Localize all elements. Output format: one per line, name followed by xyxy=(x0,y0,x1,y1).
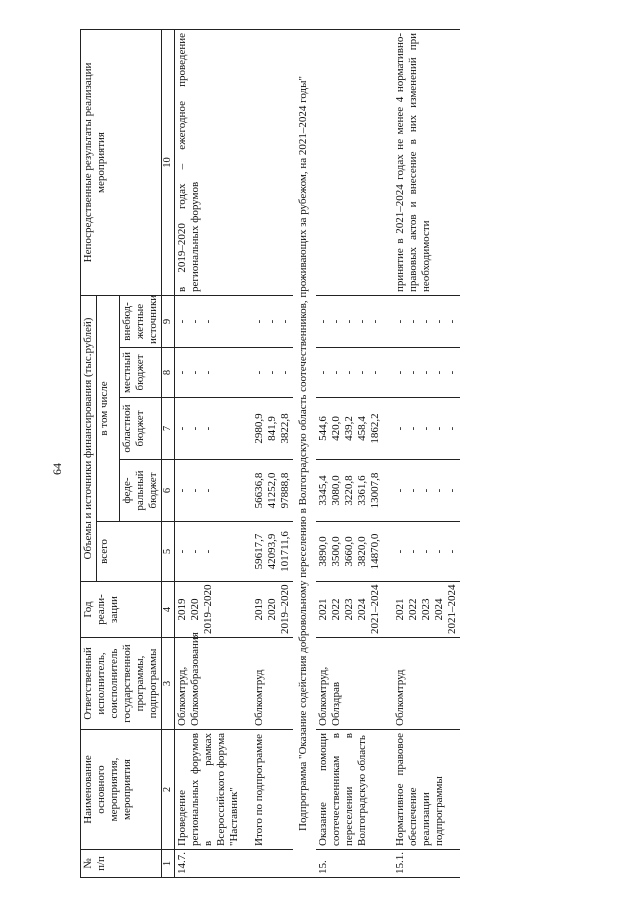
cell-line: - xyxy=(420,370,432,375)
cell-line: - xyxy=(266,319,278,324)
header-results: Непосредственные результаты реализации мероприятия xyxy=(81,29,162,295)
row-responsible: Облкомтруд, Облздрав xyxy=(316,638,383,730)
row-federal xyxy=(252,460,293,522)
cell-line: 2021 xyxy=(317,598,329,621)
cell-line: 2024 xyxy=(433,598,445,621)
cell-line: 3345,4 xyxy=(317,475,329,506)
header-year: Год реали-зации xyxy=(81,582,162,638)
rotated-table-wrapper xyxy=(80,30,460,878)
cell-line: 3080,0 xyxy=(330,475,342,506)
row-name: Нормативное правовое обеспечение реализации подпрограммы xyxy=(393,730,460,850)
row-federal xyxy=(175,460,243,522)
col-number: 3 xyxy=(162,638,175,730)
row-local xyxy=(316,348,383,398)
cell-line: - xyxy=(433,549,445,554)
header-extrabudget: внебюд-жетные источники xyxy=(120,295,162,347)
cell-line: - xyxy=(189,426,201,431)
spacer-cell xyxy=(383,730,393,850)
cell-line: - xyxy=(189,549,201,554)
spacer-cell xyxy=(242,638,252,730)
cell-line: 2024 xyxy=(356,598,368,621)
cell-line: - xyxy=(446,488,458,493)
row-local xyxy=(393,348,460,398)
cell-line: 3660,0 xyxy=(343,536,355,567)
cell-line: - xyxy=(446,549,458,554)
spacer-cell xyxy=(383,582,393,638)
row-extrabudget xyxy=(252,295,293,347)
spacer-cell xyxy=(242,730,252,850)
header-local: местный бюджет xyxy=(120,348,162,398)
row-regional xyxy=(393,398,460,460)
cell-line: - xyxy=(356,370,368,375)
row-result: в 2019–2020 годах – ежегодное проведение региональных форумов xyxy=(175,29,243,295)
cell-line: 2021 xyxy=(394,598,406,621)
cell-line: 3220,8 xyxy=(343,475,355,506)
row-result: принятие в 2021–2024 годах не менее 4 нормативно-правовых актов и внесение в них изменений при необходимости xyxy=(393,29,460,295)
cell-line: 3890,0 xyxy=(317,536,329,567)
cell-line: - xyxy=(330,370,342,375)
cell-line: 2019 xyxy=(253,598,265,621)
cell-line: 3500,0 xyxy=(330,536,342,567)
row-number: 15. xyxy=(316,850,383,878)
row-years xyxy=(316,582,383,638)
cell-line: - xyxy=(202,549,214,554)
col-number: 4 xyxy=(162,582,175,638)
cell-line: 2021–2024 xyxy=(446,584,458,634)
cell-line: - xyxy=(433,426,445,431)
table-row xyxy=(175,29,243,877)
col-number: 8 xyxy=(162,348,175,398)
subprogram-title: Подпрограмма "Оказание содействия добровольному переселению в Волгоградскую область соотечественников, проживающих за рубежом, на 2021–2024 годы" xyxy=(293,29,316,877)
col-number: 5 xyxy=(162,522,175,582)
cell-line: - xyxy=(394,488,406,493)
row-years xyxy=(252,582,293,638)
spacer-cell xyxy=(242,29,252,295)
spacer-cell xyxy=(242,850,252,878)
header-responsible: Ответственный исполнитель, соисполнитель государственной программы, подпрограммы xyxy=(81,638,162,730)
cell-line: - xyxy=(343,370,355,375)
header-num: № п/п xyxy=(81,850,162,878)
cell-line: - xyxy=(369,370,381,375)
cell-line: - xyxy=(433,319,445,324)
row-result xyxy=(252,29,293,295)
cell-line: 544,6 xyxy=(317,416,329,441)
table-body-part1 xyxy=(175,29,294,877)
row-spacer xyxy=(242,29,252,877)
cell-line: 56636,8 xyxy=(253,472,265,509)
cell-line: - xyxy=(189,488,201,493)
row-regional xyxy=(316,398,383,460)
cell-line: - xyxy=(394,319,406,324)
cell-line: - xyxy=(446,370,458,375)
spacer-cell xyxy=(242,522,252,582)
cell-line: - xyxy=(176,370,188,375)
cell-line: - xyxy=(189,370,201,375)
row-total xyxy=(393,522,460,582)
cell-line: - xyxy=(446,426,458,431)
row-regional xyxy=(252,398,293,460)
cell-line: 2021–2024 xyxy=(369,584,381,634)
row-local xyxy=(252,348,293,398)
row-years xyxy=(175,582,243,638)
cell-line: 2019–2020 xyxy=(202,584,214,634)
cell-line: - xyxy=(420,549,432,554)
cell-line: - xyxy=(420,488,432,493)
cell-line: - xyxy=(369,319,381,324)
cell-line: - xyxy=(356,319,368,324)
row-name: Итого по подпрограмме xyxy=(252,730,293,850)
col-number: 2 xyxy=(162,730,175,850)
cell-line: - xyxy=(330,319,342,324)
spacer-cell xyxy=(383,850,393,878)
cell-line: - xyxy=(407,549,419,554)
cell-line: - xyxy=(176,319,188,324)
cell-line: - xyxy=(176,488,188,493)
cell-line: 2019 xyxy=(176,598,188,621)
cell-line: - xyxy=(317,319,329,324)
subprogram-section xyxy=(293,29,316,877)
cell-line: 2019–2020 xyxy=(279,584,291,634)
cell-line: 42093,9 xyxy=(266,533,278,570)
table-header xyxy=(81,29,175,877)
cell-line: - xyxy=(253,319,265,324)
cell-line: - xyxy=(279,319,291,324)
spacer-cell xyxy=(242,460,252,522)
row-total xyxy=(175,522,243,582)
spacer-cell xyxy=(383,29,393,295)
cell-line: - xyxy=(189,319,201,324)
cell-line: 41252,0 xyxy=(266,472,278,509)
cell-line: - xyxy=(202,370,214,375)
cell-line: - xyxy=(279,370,291,375)
row-federal xyxy=(393,460,460,522)
cell-line: 101711,6 xyxy=(279,531,291,572)
cell-line: - xyxy=(202,319,214,324)
cell-line: 3822,8 xyxy=(279,413,291,444)
table-row xyxy=(393,29,460,877)
cell-line: - xyxy=(343,319,355,324)
row-number xyxy=(252,850,293,878)
col-number: 7 xyxy=(162,398,175,460)
cell-line: - xyxy=(266,370,278,375)
spacer-cell xyxy=(242,295,252,347)
col-number: 9 xyxy=(162,295,175,347)
cell-line: 458,4 xyxy=(356,416,368,441)
cell-line: 2020 xyxy=(266,598,278,621)
cell-line: 13007,8 xyxy=(369,472,381,509)
col-number: 1 xyxy=(162,850,175,878)
row-years xyxy=(393,582,460,638)
spacer-cell xyxy=(242,582,252,638)
col-number: 10 xyxy=(162,29,175,295)
cell-line: 3820,0 xyxy=(356,536,368,567)
spacer-cell xyxy=(242,348,252,398)
table-row xyxy=(252,29,293,877)
spacer-cell xyxy=(383,638,393,730)
row-total xyxy=(316,522,383,582)
cell-line: - xyxy=(176,549,188,554)
row-extrabudget xyxy=(175,295,243,347)
row-responsible: Облкомтруд xyxy=(393,638,460,730)
cell-line: - xyxy=(202,488,214,493)
row-number: 14.7. xyxy=(175,850,243,878)
cell-line: - xyxy=(253,370,265,375)
row-name: Оказание помощи соотечественникам в переселении в Волгоградскую область xyxy=(316,730,383,850)
cell-line: 2980,9 xyxy=(253,413,265,444)
cell-line: - xyxy=(202,426,214,431)
cell-line: - xyxy=(446,319,458,324)
column-numbers-row xyxy=(162,29,175,877)
cell-line: - xyxy=(433,370,445,375)
spacer-cell xyxy=(383,398,393,460)
cell-line: 2022 xyxy=(407,598,419,621)
cell-line: 1862,2 xyxy=(369,413,381,444)
cell-line: 14870,0 xyxy=(369,533,381,570)
header-total: всего xyxy=(97,522,162,582)
row-local xyxy=(175,348,243,398)
spacer-cell xyxy=(383,460,393,522)
cell-line: - xyxy=(407,488,419,493)
row-number: 15.1. xyxy=(393,850,460,878)
spacer-cell xyxy=(383,348,393,398)
row-total xyxy=(252,522,293,582)
cell-line: 97888,8 xyxy=(279,472,291,509)
header-federal: феде-ральный бюджет xyxy=(120,460,162,522)
cell-line: - xyxy=(394,549,406,554)
cell-line: 2023 xyxy=(420,598,432,621)
cell-line: 2020 xyxy=(189,598,201,621)
cell-line: - xyxy=(317,370,329,375)
header-name: Наименование основного мероприятия, мероприятия xyxy=(81,730,162,850)
spacer-cell xyxy=(383,295,393,347)
cell-line: - xyxy=(433,488,445,493)
financing-table xyxy=(80,29,460,878)
row-spacer xyxy=(383,29,393,877)
row-regional xyxy=(175,398,243,460)
header-financing-group: Объемы и источники финансирования (тыс.рублей) xyxy=(81,295,97,581)
spacer-cell xyxy=(242,398,252,460)
cell-line: - xyxy=(420,319,432,324)
row-federal xyxy=(316,460,383,522)
cell-line: 3361,6 xyxy=(356,475,368,506)
cell-line: - xyxy=(420,426,432,431)
cell-line: 2023 xyxy=(343,598,355,621)
cell-line: - xyxy=(407,370,419,375)
cell-line: - xyxy=(394,370,406,375)
row-name: Проведение региональных форумов в рамках Всероссийского форума "Наставник" xyxy=(175,730,243,850)
row-extrabudget xyxy=(316,295,383,347)
header-regional: областной бюджет xyxy=(120,398,162,460)
cell-line: - xyxy=(394,426,406,431)
header-including: в том числе xyxy=(97,295,120,521)
cell-line: 420,0 xyxy=(330,416,342,441)
spacer-cell xyxy=(383,522,393,582)
cell-line: 841,9 xyxy=(266,416,278,441)
cell-line: 2022 xyxy=(330,598,342,621)
cell-line: 59617,7 xyxy=(253,533,265,570)
page-number: 64 xyxy=(50,463,64,475)
cell-line: - xyxy=(407,426,419,431)
row-extrabudget xyxy=(393,295,460,347)
cell-line: - xyxy=(176,426,188,431)
row-responsible: Облкомтруд xyxy=(252,638,293,730)
cell-line: - xyxy=(407,319,419,324)
row-result xyxy=(316,29,383,295)
cell-line: 439,2 xyxy=(343,416,355,441)
table-body-part2 xyxy=(316,29,460,877)
col-number: 6 xyxy=(162,460,175,522)
table-row xyxy=(316,29,383,877)
row-responsible: Облкомтруд, Облкомобразования xyxy=(175,638,243,730)
